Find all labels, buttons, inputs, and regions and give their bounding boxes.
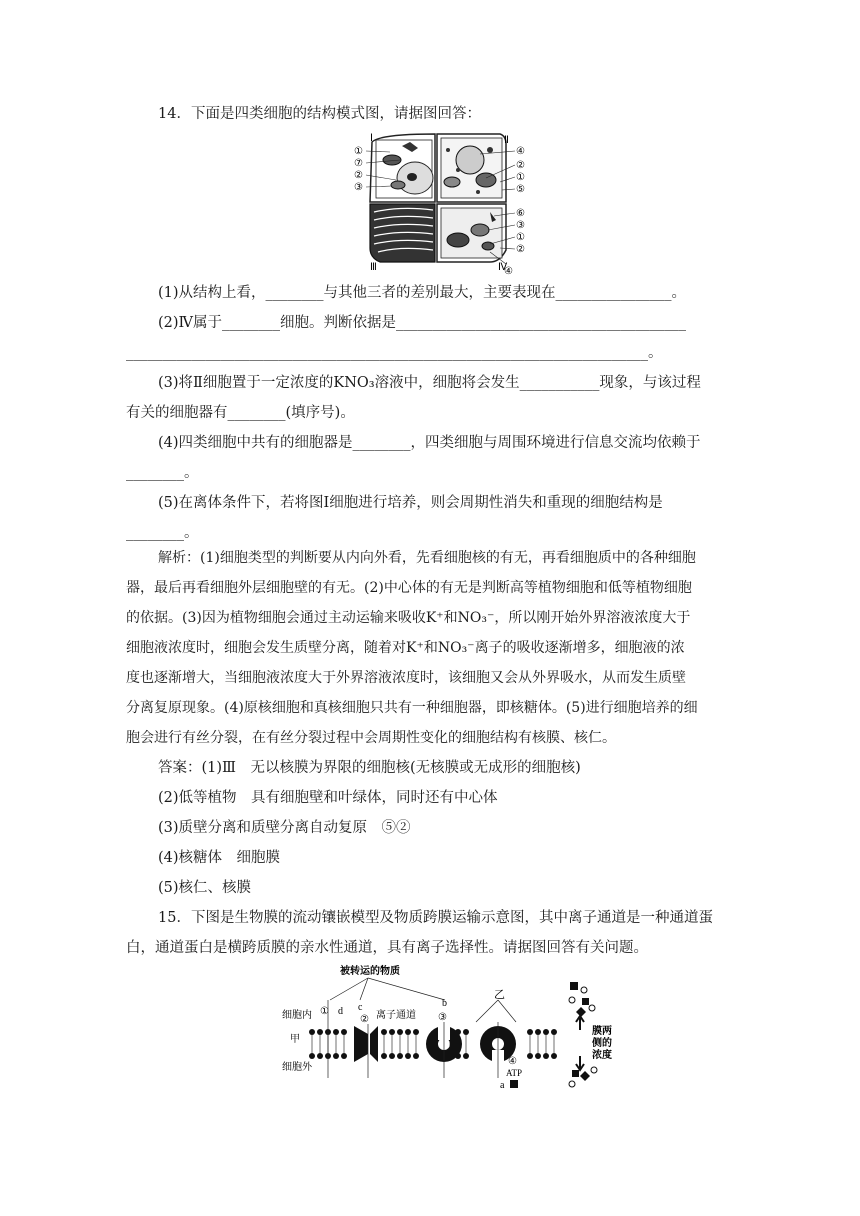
cell-structure-figure <box>340 130 530 276</box>
marker-label: ③ <box>438 1012 447 1023</box>
marker-label: ① <box>320 1006 329 1017</box>
q14-part5: (5)在离体条件下，若将图Ⅰ细胞进行培养，则会周期性消失和重现的细胞结构是 <box>158 495 663 511</box>
quadrant-label: Ⅰ <box>370 133 373 144</box>
marker-label: ⑦ <box>354 158 363 169</box>
q14-part4-continued: ________。 <box>126 465 199 481</box>
channel-label: 离子通道 <box>376 1010 416 1021</box>
marker-label: ① <box>354 146 363 157</box>
marker-label: ② <box>354 170 363 181</box>
q14-part2-continued: ________________________________________________________________________。 <box>126 345 663 361</box>
analysis-line: 分离复原现象。(4)原核细胞和真核细胞只共有一种细胞器，即核糖体。(5)进行细胞培养的细 <box>126 700 698 716</box>
outside-label: 细胞外 <box>282 1062 312 1073</box>
marker-label: ④ <box>504 266 513 276</box>
marker-label: ④ <box>516 146 525 157</box>
b-label: b <box>442 998 447 1009</box>
analysis-line: 胞会进行有丝分裂，在有丝分裂过程中会周期性变化的细胞结构有核膜、核仁。 <box>126 730 616 746</box>
q15-stem-continued: 白，通道蛋白是横跨质膜的亲水性通道，具有离子选择性。请据图回答有关问题。 <box>126 940 648 956</box>
marker-label: ② <box>360 1014 369 1025</box>
quadrant-label: Ⅱ <box>504 135 509 146</box>
q14-part1: (1)从结构上看，________与其他三者的差别最大，主要表现在________________。 <box>158 285 687 301</box>
answer-line: 答案：(1)Ⅲ 无以核膜为界限的细胞核(无核膜或无成形的细胞核) <box>158 760 581 776</box>
marker-label: ⑥ <box>516 208 525 219</box>
yi-label: 乙 <box>494 989 505 1001</box>
analysis-line: 解析：(1)细胞类型的判断要从内向外看，先看细胞核的有无，再看细胞质中的各种细胞 <box>158 550 696 566</box>
concentration-label: 膜两侧的浓度 <box>592 1026 612 1061</box>
quadrant-label: Ⅳ <box>498 262 508 273</box>
d-label: d <box>338 1006 343 1017</box>
figure-title: 被转运的物质 <box>340 966 400 977</box>
answer-line: (5)核仁、核膜 <box>158 880 252 896</box>
q14-part5-continued: ________。 <box>126 525 199 541</box>
analysis-line: 细胞液浓度时，细胞会发生质壁分离，随着对K⁺和NO₃⁻离子的吸收逐渐增多，细胞液的浓 <box>126 640 685 656</box>
answer-line: (2)低等植物 具有细胞壁和叶绿体，同时还有中心体 <box>158 790 498 806</box>
q15-stem: 15．下图是生物膜的流动镶嵌模型及物质跨膜运输示意图，其中离子通道是一种通道蛋 <box>158 910 713 926</box>
answer-line: (3)质壁分离和质壁分离自动复原 ⑤② <box>158 820 411 836</box>
marker-label: ③ <box>354 182 363 193</box>
q14-part3: (3)将Ⅱ细胞置于一定浓度的KNO₃溶液中，细胞将会发生___________现象，与该过程 <box>158 375 701 391</box>
quadrant-label: Ⅲ <box>370 262 377 273</box>
analysis-line: 的依据。(3)因为植物细胞会通过主动运输来吸收K⁺和NO₃⁻，所以刚开始外界溶液浓度大于 <box>126 610 691 626</box>
marker-label: ② <box>516 244 525 255</box>
marker-label: ② <box>516 160 525 171</box>
q14-stem: 14．下面是四类细胞的结构模式图，请据图回答： <box>158 106 481 122</box>
marker-label: ① <box>516 232 525 243</box>
answer-line: (4)核糖体 细胞膜 <box>158 850 281 866</box>
q14-part3-continued: 有关的细胞器有________(填序号)。 <box>126 405 355 421</box>
atp-label: ATP <box>506 1068 523 1078</box>
marker-label: ① <box>516 172 525 183</box>
inside-label: 细胞内 <box>282 1010 312 1021</box>
marker-label: ⑤ <box>516 184 525 195</box>
q14-part4: (4)四类细胞中共有的细胞器是________，四类细胞与周围环境进行信息交流均依赖于 <box>158 435 701 451</box>
marker-label: ③ <box>516 220 525 231</box>
analysis-line: 度也逐渐增大，当细胞液浓度大于外界溶液浓度时，该细胞又会从外界吸水，从而发生质壁 <box>126 670 686 686</box>
a-label: a <box>500 1080 505 1090</box>
marker-label: ④ <box>508 1056 517 1067</box>
q14-part2: (2)Ⅳ属于________细胞。判断依据是________________________________________ <box>158 315 687 331</box>
jia-label: 甲 <box>290 1034 300 1045</box>
membrane-transport-figure <box>280 960 620 1090</box>
c-label: c <box>358 1002 363 1013</box>
analysis-line: 器，最后再看细胞外层细胞壁的有无。(2)中心体的有无是判断高等植物细胞和低等植物细胞 <box>126 580 692 596</box>
